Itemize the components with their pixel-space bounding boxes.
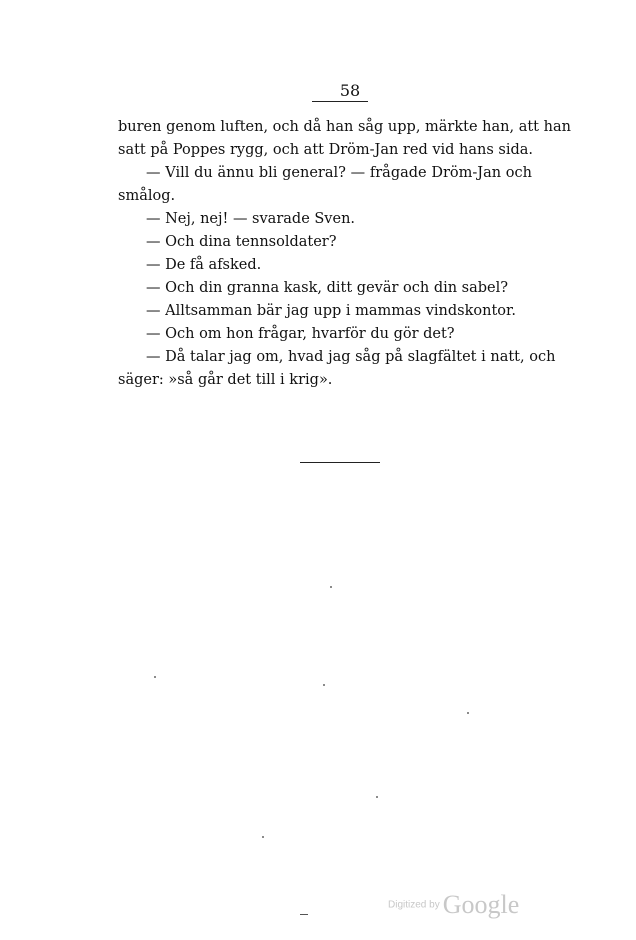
text-line: — Och din granna kask, ditt gevär och din sabel? <box>146 280 509 296</box>
paper-speck <box>323 684 325 686</box>
text-line: — Alltsamman bär jag upp i mammas vindskontor. <box>146 303 516 319</box>
paper-speck <box>154 676 156 678</box>
section-end-rule <box>300 462 380 463</box>
text-line: buren genom luften, och då han såg upp, märkte han, att han <box>118 119 571 135</box>
text-line: säger: »så går det till i krig». <box>118 372 333 388</box>
text-line: — De få afsked. <box>146 257 262 273</box>
body-text <box>118 116 571 392</box>
paper-speck <box>262 836 264 838</box>
paper-speck <box>376 796 378 798</box>
text-line: — Och om hon frågar, hvarför du gör det? <box>146 326 455 342</box>
paper-speck <box>467 712 469 714</box>
paper-speck <box>330 586 332 588</box>
bottom-mark <box>300 914 308 915</box>
text-line: satt på Poppes rygg, och att Dröm-Jan red vid hans sida. <box>118 142 534 158</box>
watermark <box>388 890 519 920</box>
text-line: — Och dina tennsoldater? <box>146 234 337 250</box>
text-line: — Då talar jag om, hvad jag såg på slagfältet i natt, och <box>146 349 556 365</box>
text-line: — Vill du ännu bli general? — frågade Dröm-Jan och <box>146 165 532 181</box>
watermark-prefix: Digitized by <box>388 899 440 911</box>
page-number-underline <box>312 101 368 102</box>
text-line: — Nej, nej! — svarade Sven. <box>146 211 356 227</box>
text-line: smålog. <box>118 188 176 204</box>
page-number: 58 <box>339 81 361 100</box>
google-logo: Google <box>442 890 520 919</box>
